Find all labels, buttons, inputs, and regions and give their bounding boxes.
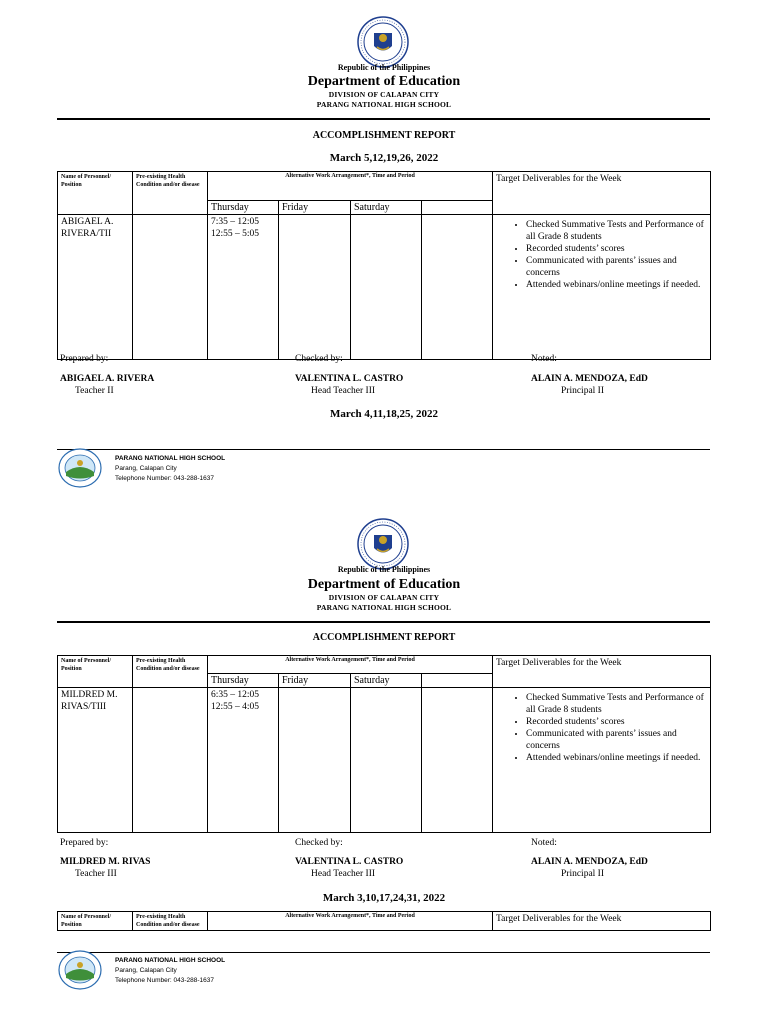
noted-name: ALAIN A. MENDOZA, EdD — [531, 857, 648, 867]
time-slot-2: 12:55 – 5:05 — [211, 229, 260, 239]
saturday-cell — [351, 688, 422, 833]
header-awa-cell: Alternative Work Arrangement*, Time and Period — [208, 656, 493, 674]
report-table — [57, 655, 711, 833]
header-divider — [57, 118, 710, 120]
prepared-name: MILDRED M. RIVAS — [60, 857, 151, 867]
header-target-cell: Target Deliverables for the Week — [493, 172, 711, 215]
deliverables-list — [496, 219, 707, 291]
friday-cell — [279, 215, 351, 360]
checked-name: VALENTINA L. CASTRO — [295, 374, 404, 384]
footer-divider — [57, 449, 710, 450]
header-name-cell: Name of Personnel/ Position — [58, 912, 133, 931]
footer-phone: Telephone Number: 043-288-1637 — [115, 475, 215, 482]
checked-position: Head Teacher III — [311, 386, 376, 396]
noted-name: ALAIN A. MENDOZA, EdD — [531, 374, 648, 384]
header-divider — [57, 621, 710, 623]
next-report-date: March 3,10,17,24,31, 2022 — [322, 892, 446, 904]
footer-phone: Telephone Number: 043-288-1637 — [115, 977, 215, 984]
friday-cell — [279, 688, 351, 833]
header-thursday: Thursday — [208, 201, 279, 215]
deped-seal-icon — [357, 16, 409, 68]
prepared-name: ABIGAEL A. RIVERA — [60, 374, 155, 384]
division-label: DIVISION OF CALAPAN CITY — [328, 593, 440, 602]
school-logo-icon — [58, 950, 102, 990]
republic-label: Republic of the Philippines — [337, 63, 431, 72]
header-awa-cell: Alternative Work Arrangement*, Time and Period — [208, 912, 493, 931]
deliverable-item: • Communicated with parents’ issues and concerns — [526, 255, 707, 279]
saturday-cell — [351, 215, 422, 360]
division-label: DIVISION OF CALAPAN CITY — [328, 90, 440, 99]
health-cell — [133, 688, 208, 833]
header-target-cell: Target Deliverables for the Week — [493, 656, 711, 688]
header-saturday: Saturday — [351, 201, 422, 215]
footer-school-name: PARANG NATIONAL HIGH SCHOOL — [115, 957, 226, 964]
report-table-partial — [57, 911, 711, 931]
checked-position: Head Teacher III — [311, 869, 376, 879]
deliverable-item: • Communicated with parents’ issues and concerns — [526, 728, 707, 752]
department-label: Department of Education — [307, 74, 461, 89]
report-date: March 5,12,19,26, 2022 — [329, 152, 439, 164]
footer-divider — [57, 952, 710, 953]
header-empty-day — [422, 201, 493, 215]
header-health-cell: Pre-existing Health Condition and/or disease — [133, 656, 208, 688]
header-health-cell: Pre-existing Health Condition and/or disease — [133, 172, 208, 215]
checked-label: Checked by: — [295, 838, 343, 848]
time-slot-1: 6:35 – 12:05 — [211, 690, 260, 700]
next-report-date: March 4,11,18,25, 2022 — [330, 408, 438, 420]
prepared-position: Teacher II — [75, 386, 114, 396]
report-table — [57, 171, 711, 360]
noted-position: Principal II — [561, 869, 605, 879]
footer-address: Parang, Calapan City — [115, 967, 177, 974]
deliverables-list — [496, 692, 707, 764]
prepared-position: Teacher III — [75, 869, 117, 879]
thursday-cell — [208, 215, 279, 360]
header-name-cell: Name of Personnel/ Position — [58, 656, 133, 688]
prepared-label: Prepared by: — [60, 354, 109, 364]
thursday-cell — [208, 688, 279, 833]
header-thursday: Thursday — [208, 674, 279, 688]
school-label: PARANG NATIONAL HIGH SCHOOL — [316, 100, 452, 109]
header-friday: Friday — [279, 201, 351, 215]
deliverable-item: • Checked Summative Tests and Performance of all Grade 8 students — [526, 219, 707, 243]
department-label: Department of Education — [307, 577, 461, 592]
header-awa-cell: Alternative Work Arrangement*, Time and Period — [208, 172, 493, 201]
republic-label: Republic of the Philippines — [337, 565, 431, 574]
health-cell — [133, 215, 208, 360]
report-title: ACCOMPLISHMENT REPORT — [312, 632, 456, 643]
noted-label: Noted: — [531, 838, 557, 848]
header-target-cell: Target Deliverables for the Week — [493, 912, 711, 931]
deliverable-item: • Recorded students’ scores — [526, 716, 707, 728]
noted-label: Noted: — [531, 354, 557, 364]
header-health-cell: Pre-existing Health Condition and/or disease — [133, 912, 208, 931]
extra-day-cell — [422, 688, 493, 833]
header-name-cell: Name of Personnel/ Position — [58, 172, 133, 215]
checked-label: Checked by: — [295, 354, 343, 364]
personnel-cell: ABIGAEL A. RIVERA/TII — [58, 215, 133, 360]
deliverable-item: • Recorded students’ scores — [526, 243, 707, 255]
header-empty-day — [422, 674, 493, 688]
deped-seal-icon — [357, 518, 409, 570]
time-slot-1: 7:35 – 12:05 — [211, 217, 260, 227]
deliverable-item: • Attended webinars/online meetings if needed. — [526, 752, 707, 764]
footer-address: Parang, Calapan City — [115, 465, 177, 472]
deliverable-item: • Checked Summative Tests and Performance of all Grade 8 students — [526, 692, 707, 716]
deliverable-item: • Attended webinars/online meetings if needed. — [526, 279, 707, 291]
noted-position: Principal II — [561, 386, 605, 396]
school-label: PARANG NATIONAL HIGH SCHOOL — [316, 603, 452, 612]
school-logo-icon — [58, 448, 102, 488]
deliverables-cell — [493, 688, 711, 833]
time-slot-2: 12:55 – 4:05 — [211, 702, 260, 712]
header-friday: Friday — [279, 674, 351, 688]
report-title: ACCOMPLISHMENT REPORT — [312, 130, 456, 141]
checked-name: VALENTINA L. CASTRO — [295, 857, 404, 867]
extra-day-cell — [422, 215, 493, 360]
personnel-cell: MILDRED M. RIVAS/TIII — [58, 688, 133, 833]
deliverables-cell — [493, 215, 711, 360]
header-saturday: Saturday — [351, 674, 422, 688]
prepared-label: Prepared by: — [60, 838, 109, 848]
footer-school-name: PARANG NATIONAL HIGH SCHOOL — [115, 455, 226, 462]
